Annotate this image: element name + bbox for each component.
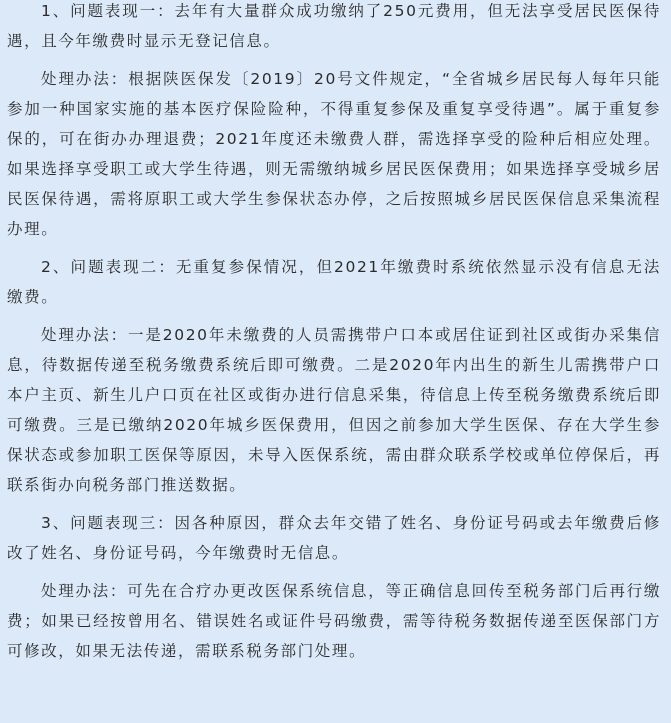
problem-1-paragraph: 1、问题表现一：去年有大量群众成功缴纳了250元费用，但无法享受居民医保待遇，且今年缴费时显示无登记信息。 <box>7 2 661 50</box>
solution-3-paragraph: 处理办法：可先在合疗办更改医保系统信息，等正确信息回传至税务部门后再行缴费；如果已经按曾用名、错误姓名或证件号码缴费，需等待税务数据传递至医保部门方可修改，如果无法传递，需联系税务部门处理。 <box>7 582 661 660</box>
problem-2-paragraph: 2、问题表现二：无重复参保情况，但2021年缴费时系统依然显示没有信息无法缴费。 <box>7 258 661 306</box>
solution-1-paragraph: 处理办法：根据陕医保发〔2019〕20号文件规定，“全省城乡居民每人每年只能参加一种国家实施的基本医疗保险险种，不得重复参保及重复享受待遇”。属于重复参保的，可在街办办理退费；2021年度还未缴费人群，需选择享受的险种后相应处理。如果选择享受职工或大学生待遇，则无需缴纳城乡居民医保费用；如果选择享受城乡居民医保待遇，需将原职工或大学生参保状态办停，之后按照城乡居民医保信息采集流程办理。 <box>7 70 661 238</box>
solution-2-paragraph: 处理办法：一是2020年未缴费的人员需携带户口本或居住证到社区或街办采集信息，待数据传递至税务缴费系统后即可缴费。二是2020年内出生的新生儿需携带户口本户主页、新生儿户口页在社区或街办进行信息采集，待信息上传至税务缴费系统后即可缴费。三是已缴纳2020年城乡医保费用，但因之前参加大学生医保、存在大学生参保状态或参加职工医保等原因，未导入医保系统，需由群众联系学校或单位停保后，再联系街办向税务部门推送数据。 <box>7 326 661 494</box>
problem-3-paragraph: 3、问题表现三：因各种原因，群众去年交错了姓名、身份证号码或去年缴费后修改了姓名、身份证号码，今年缴费时无信息。 <box>7 514 661 562</box>
